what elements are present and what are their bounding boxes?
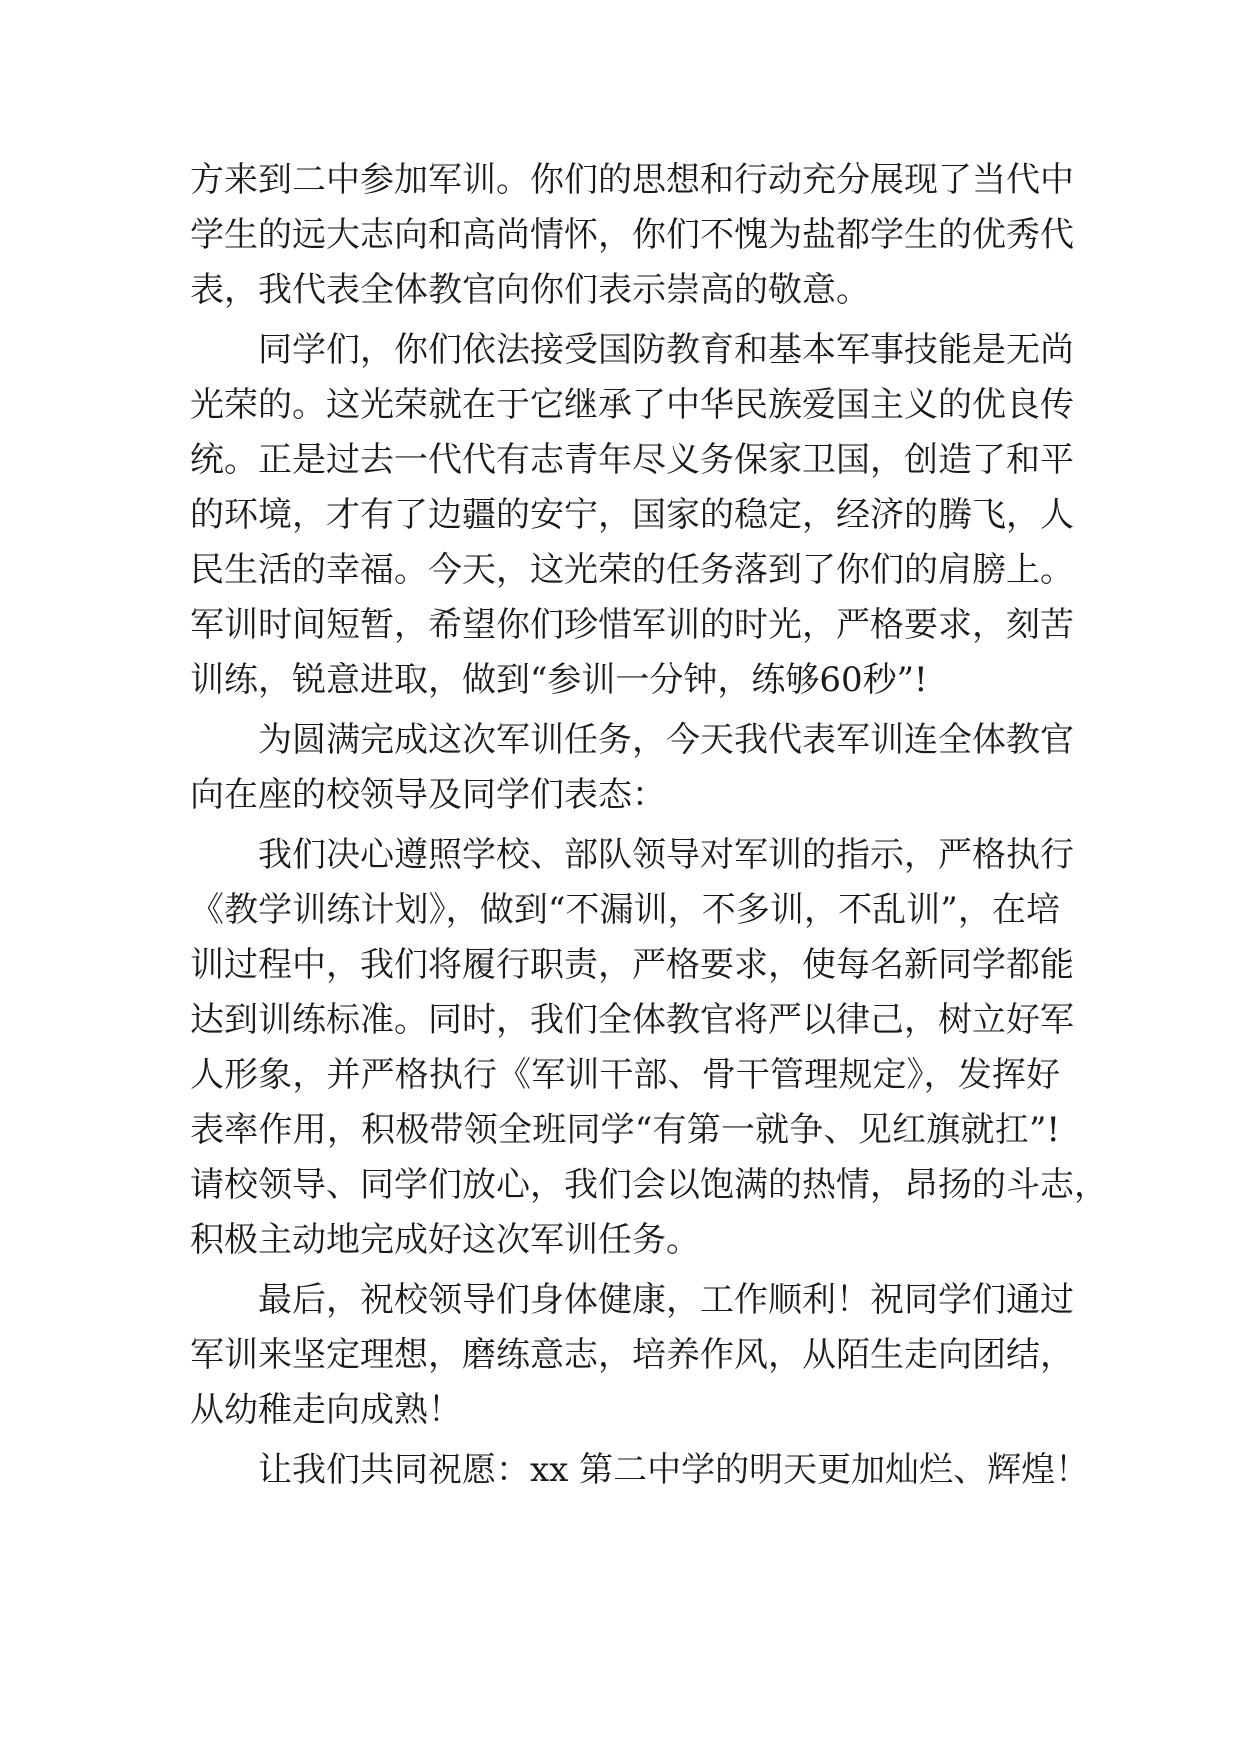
p2-line-2: 光荣的。这光荣就在于它继承了中华民族爱国主义的优良传 (190, 385, 1074, 425)
p5-line-3: 从幼稚走向成熟！ (190, 1390, 462, 1430)
p1-line-3: 表，我代表全体教官向你们表示崇高的敬意。 (190, 270, 870, 310)
p6-line-1: 让我们共同祝愿：xx 第二中学的明天更加灿烂、辉煌！ (258, 1450, 1090, 1490)
p3-line-2: 向在座的校领导及同学们表态： (190, 775, 666, 815)
p4-line-6: 表率作用，积极带领全班同学“有第一就争、见红旗就扛”! (190, 1110, 1060, 1150)
p4-line-4: 达到训练标准。同时，我们全体教官将严以律己，树立好军 (190, 1000, 1074, 1040)
p5-line-1: 最后，祝校领导们身体健康，工作顺利！祝同学们通过 (258, 1280, 1074, 1320)
p2-line-6: 军训时间短暂，希望你们珍惜军训的时光，严格要求，刻苦 (190, 605, 1074, 645)
p4-line-1: 我们决心遵照学校、部队领导对军训的指示，严格执行 (258, 835, 1074, 875)
p1-line-2: 学生的远大志向和高尚情怀，你们不愧为盐都学生的优秀代 (190, 215, 1074, 255)
p2-line-3: 统。正是过去一代代有志青年尽义务保家卫国，创造了和平 (190, 440, 1074, 480)
p4-line-2: 《教学训练计划》，做到“不漏训，不多训，不乱训”，在培 (190, 890, 1060, 930)
p5-line-2: 军训来坚定理想，磨练意志，培养作风，从陌生走向团结， (190, 1335, 1074, 1375)
p4-line-5: 人形象，并严格执行《军训干部、骨干管理规定》，发挥好 (190, 1055, 1060, 1095)
p2-line-1: 同学们，你们依法接受国防教育和基本军事技能是无尚 (258, 330, 1074, 370)
p2-line-4: 的环境，才有了边疆的安宁，国家的稳定，经济的腾飞，人 (190, 495, 1074, 535)
p2-line-5: 民生活的幸福。今天，这光荣的任务落到了你们的肩膀上。 (190, 550, 1074, 590)
p1-line-1: 方来到二中参加军训。你们的思想和行动充分展现了当代中 (190, 160, 1074, 200)
p4-line-8: 积极主动地完成好这次军训任务。 (190, 1220, 700, 1260)
p3-line-1: 为圆满完成这次军训任务，今天我代表军训连全体教官 (258, 720, 1074, 760)
p4-line-7: 请校领导、同学们放心，我们会以饱满的热情，昂扬的斗志， (190, 1165, 1108, 1205)
p2-line-7: 训练，锐意进取，做到“参训一分钟，练够60秒”! (190, 660, 928, 700)
p4-line-3: 训过程中，我们将履行职责，严格要求，使每名新同学都能 (190, 945, 1074, 985)
